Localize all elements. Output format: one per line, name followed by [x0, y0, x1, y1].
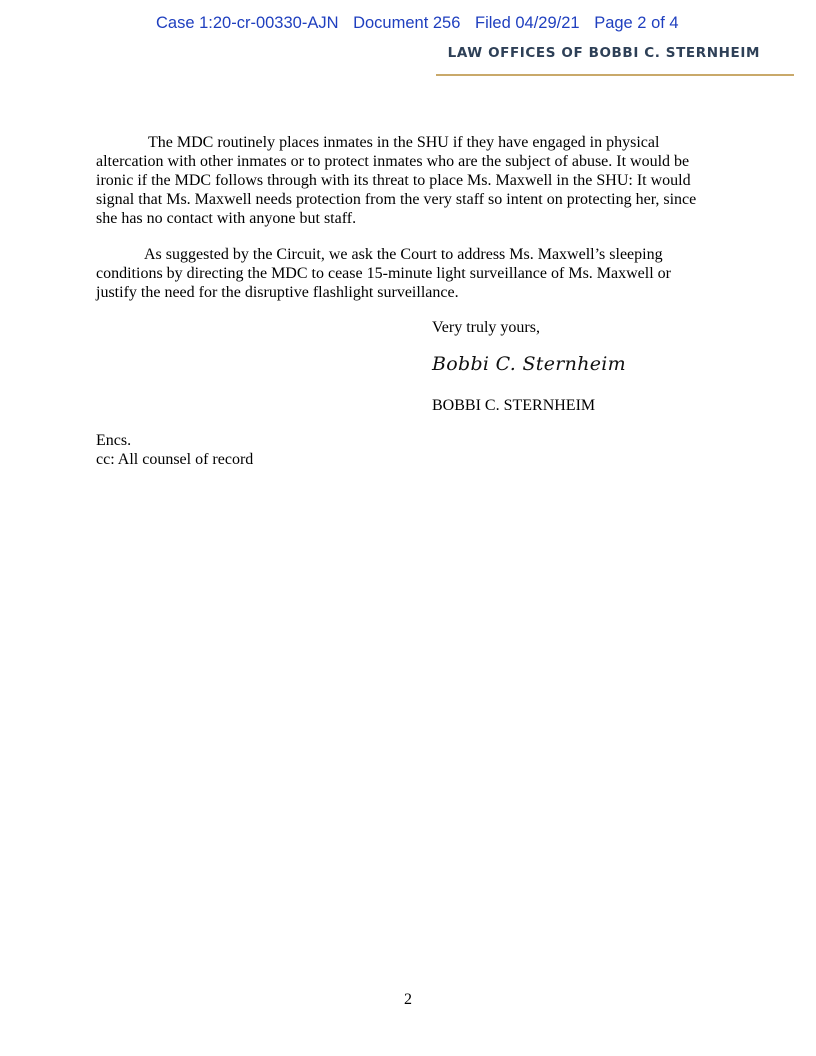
filed-date: Filed 04/29/21: [475, 14, 580, 32]
case-number: Case 1:20-cr-00330-AJN: [156, 14, 339, 32]
signer-name: BOBBI C. STERNHEIM: [432, 397, 596, 414]
page-number: 2: [404, 991, 412, 1008]
body-paragraph-2: As suggested by the Circuit, we ask the Court to address Ms. Maxwell’s sleeping conditions by directing the MDC to cease 15-minute light surveillance of Ms. Maxwell or justify the need for the disruptive flashlight surveillance.: [96, 246, 671, 301]
court-filing-header: [156, 14, 796, 33]
letterhead-divider: [436, 74, 794, 76]
enclosures-line: Encs.: [96, 432, 132, 449]
closing-salutation: Very truly yours,: [432, 319, 540, 336]
enclosure-notes: [96, 431, 253, 469]
document-number: Document 256: [353, 14, 461, 32]
letterhead-firm-name: LAW OFFICES OF BOBBI C. STERNHEIM: [447, 45, 760, 61]
cc-line: cc: All counsel of record: [96, 451, 254, 468]
page-of-pages: Page 2 of 4: [594, 14, 679, 32]
signature: Bobbi C. Sternheim: [432, 353, 626, 375]
letter-body: [96, 133, 706, 319]
body-paragraph-1: The MDC routinely places inmates in the SHU if they have engaged in physical altercation with other inmates or to protect inmates who are the subject of abuse. It would be ironic if the MDC follows through with its threat to place Ms. Maxwell in the SHU: It would signal that Ms. Maxwell needs protection from the very staff so intent on protecting her, since she has no contact with anyone but staff.: [96, 134, 697, 227]
